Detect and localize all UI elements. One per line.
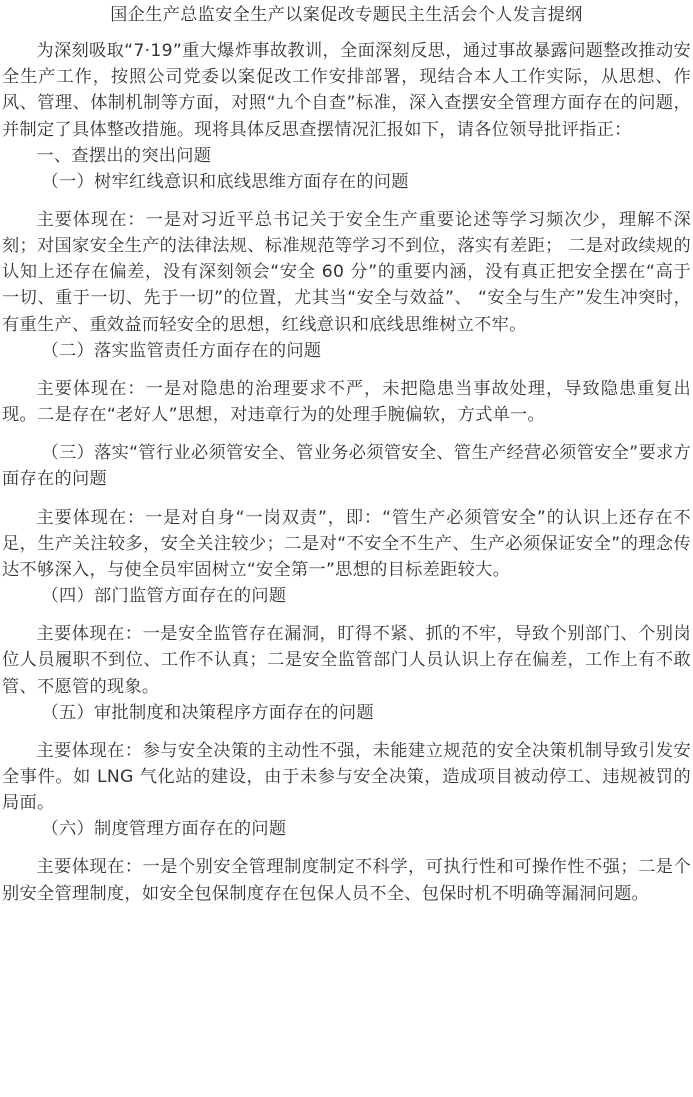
subsection-body-6: 主要体现在：一是个别安全管理制度制定不科学，可执行性和可操作性不强；二是个别安全管理制度，如安全包保制度存在包保人员不全、包保时机不明确等漏洞问题。 (2, 857, 691, 904)
document-title: 国企生产总监安全生产以案促改专题民主生活会个人发言提纲 (110, 5, 583, 25)
subsection-heading-3: （三）落实“管行业必须管安全、管业务必须管安全、管生产经营必须管安全”要求方面存在的问题 (2, 443, 691, 490)
subsection-body-1: 主要体现在：一是对习近平总书记关于安全生产重要论述等学习频次少，理解不深刻；对国家安全生产的法律法规、标准规范等学习不到位，落实有差距； 二是对政续规的认知上还存在偏差，没有深刻领会“安全 60 分”的重要内涵，没有真正把安全摆在“高于一切、重于一切、先于一切”的位置，尤其当“安全与效益”、 “安全与生产”发生冲突时，有重生产、重效益而轻安全的思想，红线意识和底线思维树立不牢。 (2, 209, 691, 335)
subsection-heading-2: （二）落实监管责任方面存在的问题 (41, 340, 322, 361)
subsection-body-3: 主要体现在：一是对自身“一岗双责”，即：“管生产必须管安全”的认识上还存在不足，生产关注较多，安全关注较少；二是对“不安全不生产、生产必须保证安全”的理念传达不够深入，与使全员牢固树立“安全第一”思想的目标差距较大。 (2, 507, 691, 581)
subsection-heading-6: （六）制度管理方面存在的问题 (41, 819, 287, 840)
subsection-heading-5: （五）审批制度和决策程序方面存在的问题 (41, 702, 374, 723)
section-heading-problems: 一、查摆出的突出问题 (36, 145, 212, 166)
subsection-heading-1: （一）树牢红线意识和底线思维方面存在的问题 (41, 171, 409, 192)
subsection-heading-4: （四）部门监管方面存在的问题 (41, 586, 287, 607)
subsection-body-5: 主要体现在：参与安全决策的主动性不强，未能建立规范的安全决策机制导致引发安全事件。如 LNG 气化站的建设，由于未参与安全决策，造成项目被动停工、违规被罚的局面。 (2, 740, 691, 814)
intro-paragraph: 为深刻吸取“7·19”重大爆炸事故教训，全面深刻反思，通过事故暴露问题整改推动安全生产工作，按照公司党委以案促改工作安排部署，现结合本人工作实际，从思想、作风、管理、体制机制等方面，对照“九个自查”标准，深入查摆安全管理方面存在的问题，并制定了具体整改措施。现将具体反思查摆情况汇报如下，请各位领导批评指正： (2, 41, 691, 140)
subsection-body-2: 主要体现在：一是对隐患的治理要求不严，未把隐患当事故处理，导致隐患重复出现。二是存在“老好人”思想，对违章行为的处理手腕偏软，方式单一。 (2, 378, 691, 426)
subsection-body-4: 主要体现在：一是安全监管存在漏洞，盯得不紧、抓的不牢，导致个别部门、个别岗位人员履职不到位、工作不认真；二是安全监管部门人员认识上存在偏差，工作上有不敢管、不愿管的现象。 (2, 624, 691, 697)
